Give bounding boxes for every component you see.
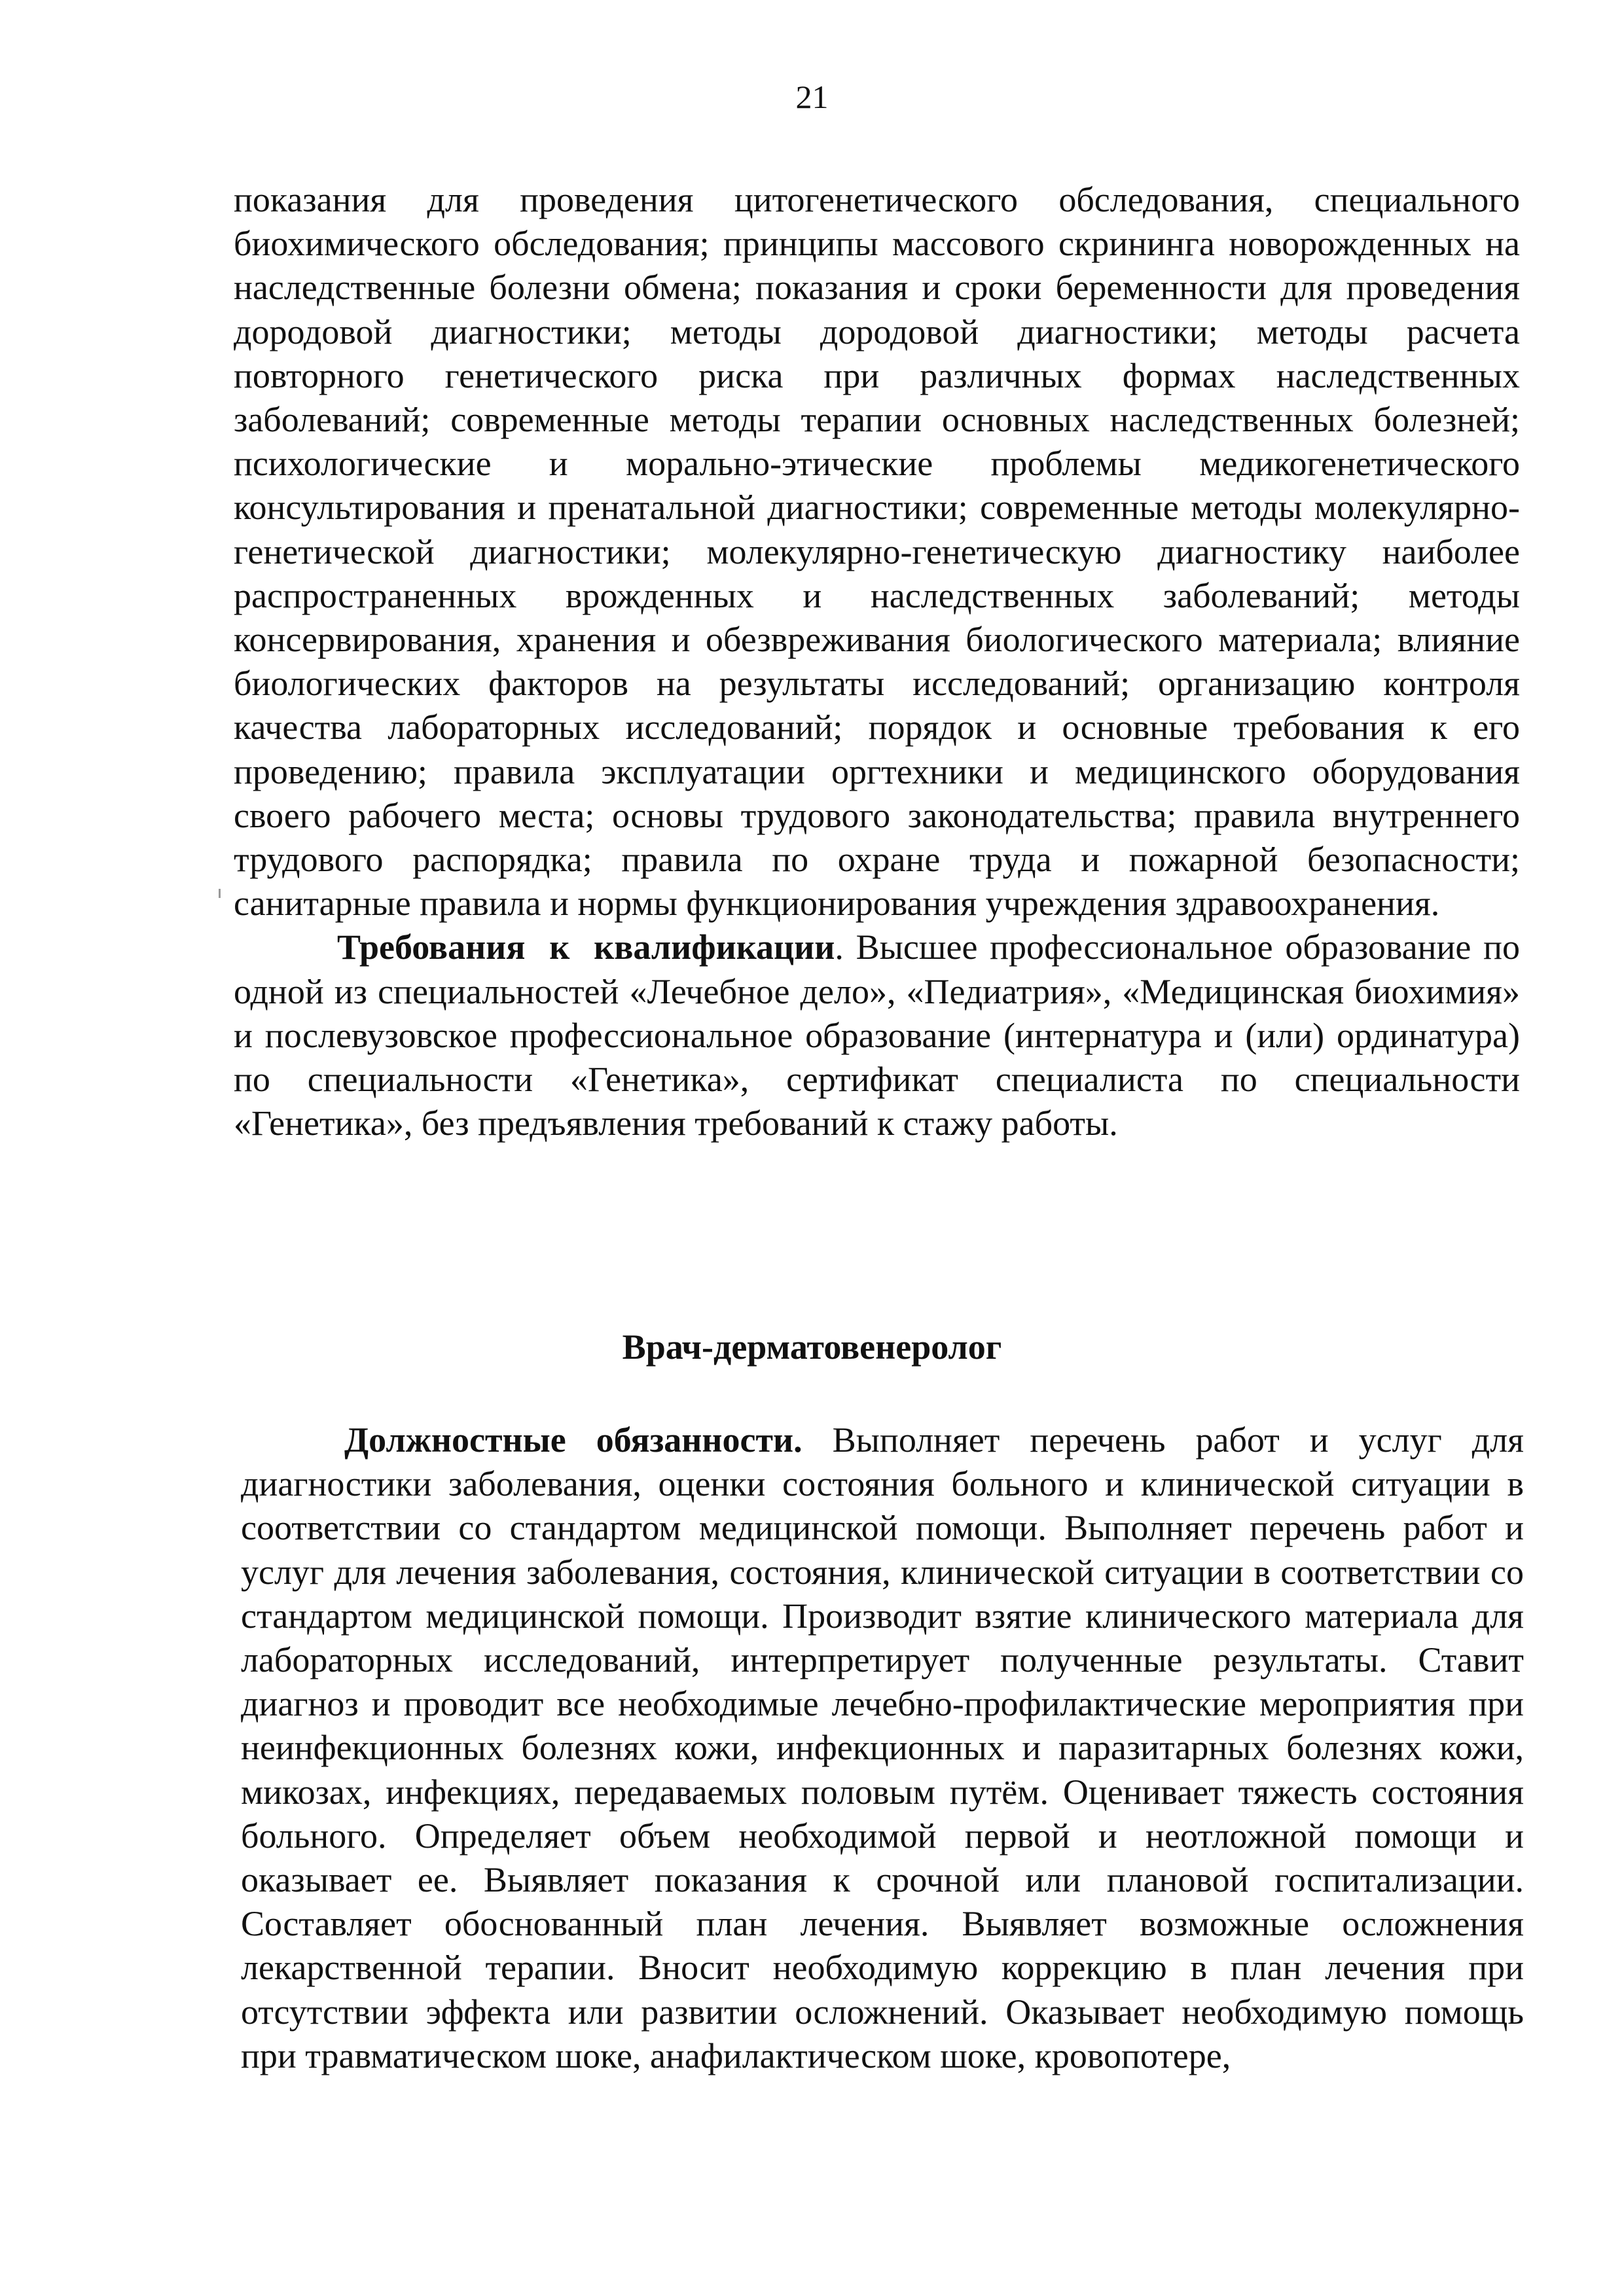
page-number: 21: [795, 79, 829, 115]
main-text-block: [234, 178, 1520, 1145]
continued-paragraph: показания для проведения цитогенетического обследования, специального биохимического обследования; принципы массового скрининга новорожденных на наследственные болезни обмена; показания и сроки беременности для проведения дородовой диагностики; методы дородовой диагностики; методы расчета повторного генетического риска при различных формах наследственных заболеваний; современные методы терапии основных наследственных болезней; психологические и морально-этические проблемы медикогенетического консультирования и пренатальной диагностики; современные методы молекулярно-генетической диагностики; молекулярно-генетическую диагностику наиболее распространенных врожденных и наследственных заболеваний; методы консервирования, хранения и обезвреживания биологического материала; влияние биологических факторов на результаты исследований; организацию контроля качества лабораторных исследований; порядок и основные требования к его проведению; правила эксплуатации оргтехники и медицинского оборудования своего рабочего места; основы трудового законодательства; правила внутреннего трудового распорядка; правила по охране труда и пожарной безопасности; санитарные правила и нормы функционирования учреждения здравоохранения.: [234, 180, 1520, 924]
section-heading: Врач-дерматовенеролог: [622, 1327, 1002, 1367]
qualification-paragraph: [234, 925, 1520, 1145]
scan-artifact: [219, 889, 221, 898]
duties-paragraph: [241, 1418, 1524, 2078]
qualification-text: . Высшее профессиональное образование по одной из специальностей «Лечебное дело», «Педиатрия», «Медицинская биохимия» и послевузовское профессиональное образование (интернатура и (или) ординатура) по специальности «Генетика», сертификат специалиста по специальности «Генетика», без предъявления требований к стажу работы.: [234, 927, 1520, 1143]
duties-text: Выполняет перечень работ и услуг для диагностики заболевания, оценки состояния больного и клинической ситуации в соответствии со стандартом медицинской помощи. Выполняет перечень работ и услуг для лечения заболевания, состояния, клинической ситуации в соответствии со стандартом медицинской помощи. Производит взятие клинического материала для лабораторных исследований, интерпретирует полученные результаты. Ставит диагноз и проводит все необходимые лечебно-профилактические мероприятия при неинфекционных болезнях кожи, инфекционных и паразитарных болезнях кожи, микозах, инфекциях, передаваемых половым путём. Оценивает тяжесть состояния больного. Определяет объем необходимой первой и неотложной помощи и оказывает ее. Выявляет показания к срочной или плановой госпитализации. Составляет обоснованный план лечения. Выявляет возможные осложнения лекарственной терапии. Вносит необходимую коррекцию в план лечения при отсутствии эффекта или развитии осложнений. Оказывает необходимую помощь при травматическом шоке, анафилактическом шоке, кровопотере,: [241, 1420, 1524, 2075]
duties-label: Должностные обязанности.: [344, 1420, 803, 1460]
qualification-label: Требования к квалификации: [337, 927, 835, 967]
duties-text-block: [241, 1418, 1524, 2078]
